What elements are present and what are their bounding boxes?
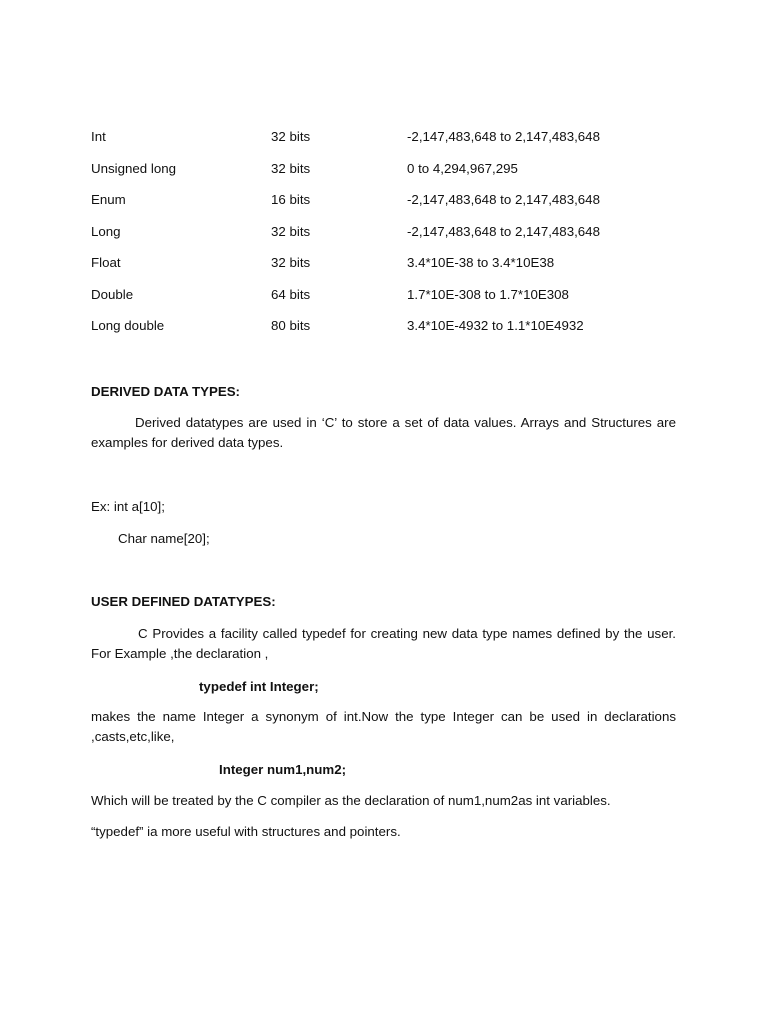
type-size-cell: 32 bits (271, 160, 311, 176)
type-size-cell: 16 bits (271, 192, 311, 207)
type-name-cell: Long double (91, 318, 165, 333)
type-range-cell: 0 to 4,294,967,295 (407, 160, 518, 176)
derived-example-line-1: Ex: int a[10]; (91, 499, 165, 514)
typedef-explanation-paragraph: makes the name Integer a synonym of int.Now the type Integer can be used in declarations ,casts,etc,like, (91, 709, 676, 744)
type-name-cell: Float (91, 255, 121, 270)
user-defined-datatypes-heading: USER DEFINED DATATYPES: (91, 594, 276, 609)
type-range-cell: -2,147,483,648 to 2,147,483,648 (407, 223, 600, 239)
derived-example-line-2: Char name[20]; (118, 531, 210, 546)
table-row (91, 254, 691, 286)
type-range-cell: 3.4*10E-38 to 3.4*10E38 (407, 255, 555, 270)
type-name-cell: Enum (91, 192, 126, 207)
compiler-treatment-paragraph: Which will be treated by the C compiler as the declaration of num1,num2as int variables. (91, 793, 611, 808)
table-row (91, 191, 691, 223)
derived-data-types-heading: DERIVED DATA TYPES: (91, 384, 240, 399)
type-name-cell: Unsigned long (91, 160, 177, 176)
user-defined-paragraph: C Provides a facility called typedef for creating new data type names defined by the user. For Example ,the declaration , (91, 626, 676, 661)
data-type-size-table (91, 128, 691, 349)
type-range-cell: -2,147,483,648 to 2,147,483,648 (407, 192, 600, 207)
type-name-cell: Double (91, 286, 134, 302)
table-row (91, 128, 691, 160)
type-size-cell: 32 bits (271, 223, 311, 239)
type-range-cell: -2,147,483,648 to 2,147,483,648 (407, 129, 600, 144)
table-row (91, 223, 691, 255)
type-name-cell: Int (91, 129, 106, 144)
type-size-cell: 32 bits (271, 129, 311, 144)
table-row (91, 317, 691, 349)
type-range-cell: 3.4*10E-4932 to 1.1*10E4932 (407, 318, 584, 333)
typedef-usefulness-paragraph: “typedef” ia more useful with structures and pointers. (91, 824, 401, 839)
integer-declaration-code: Integer num1,num2; (219, 762, 347, 777)
type-name-cell: Long (91, 223, 121, 239)
type-size-cell: 80 bits (271, 318, 311, 333)
table-row (91, 286, 691, 318)
type-range-cell: 1.7*10E-308 to 1.7*10E308 (407, 286, 569, 302)
type-size-cell: 32 bits (271, 255, 311, 270)
type-size-cell: 64 bits (271, 286, 311, 302)
table-row (91, 160, 691, 192)
derived-data-types-paragraph: Derived datatypes are used in ‘C’ to store a set of data values. Arrays and Structures are examples for derived data types. (91, 415, 676, 450)
typedef-declaration-code: typedef int Integer; (199, 679, 319, 694)
